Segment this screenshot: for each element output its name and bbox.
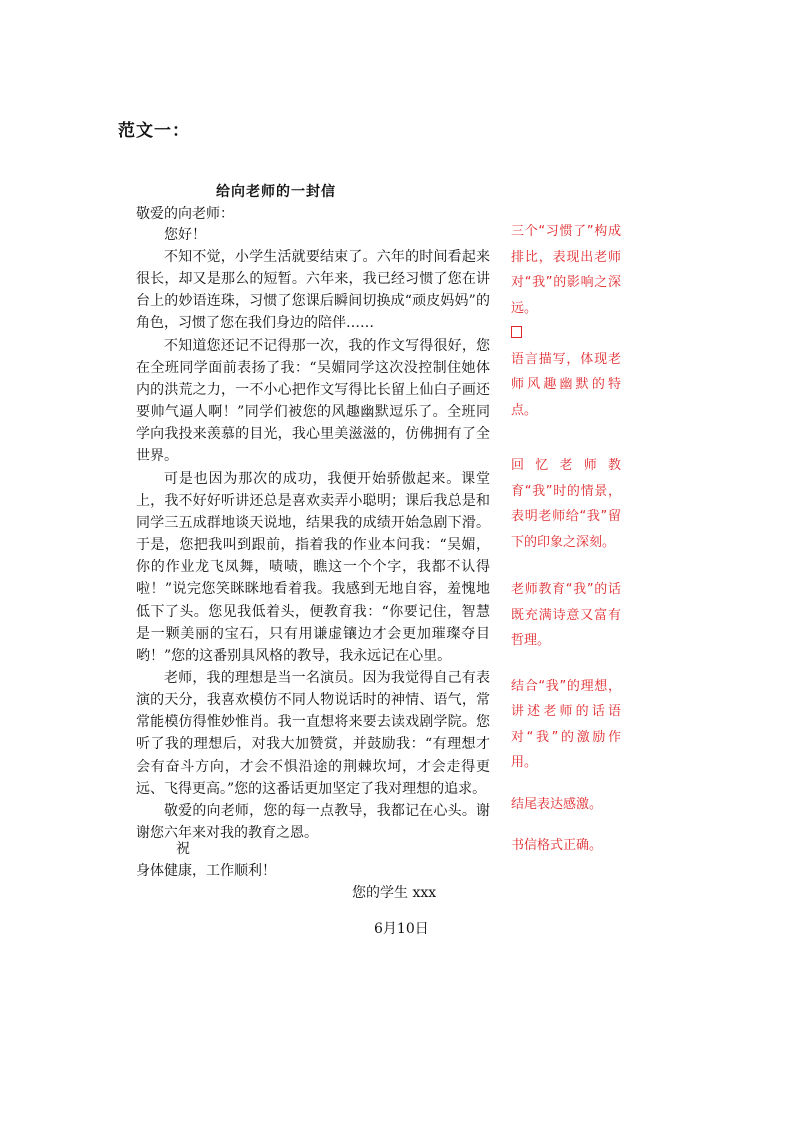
closing-wish: 身体健康，工作顺利！ (136, 863, 276, 879)
letter-body (136, 246, 490, 844)
letter-greeting: 敬爱的向老师： (136, 206, 234, 222)
letter-signature: 您的学生 xxx (352, 885, 437, 901)
annotation-teaching: 老师教育“我”的话既充满诗意又富有哲理。 (511, 582, 621, 648)
annotation-column (511, 219, 621, 859)
annotation-box-marker (511, 321, 621, 347)
annotation-recall: 回忆老师教育“我”时的情景，表明老师给“我”留下的印象之深刻。 (511, 458, 621, 550)
annotation-ideal: 结合“我”的理想，讲述老师的话语对“我”的激励作用。 (511, 678, 621, 770)
letter-paragraph-2: 不知道您还记不记得那一次，我的作文写得很好，您在全班同学面前表扬了我：“吴媚同学这次没控制住她体内的洪荒之力，一不小心把作文写得比长留上仙白子画还要帅气逼人啊！”同学们被您的风趣幽默逗乐了。全班同学向我投来羡慕的目光，我心里美滋滋的，仿佛拥有了全世界。 (136, 337, 490, 465)
annotation-gratitude: 结尾表达感激。 (511, 796, 603, 812)
letter-paragraph-1: 不知不觉，小学生活就要结束了。六年的时间看起来很长，却又是那么的短暂。六年来，我已经习惯了您在讲台上的妙语连珠，习惯了您课后瞬间切换成“顽皮妈妈”的角色，习惯了您在我们身边的陪伴…… (136, 249, 490, 332)
checkbox-square-icon (511, 326, 522, 338)
letter-paragraph-4: 老师，我的理想是当一名演员。因为我觉得自己有表演的天分，我喜欢模仿不同人物说话时的神情、语气，常常能模仿得惟妙惟肖。我一直想将来要去读戏剧学院。您听了我的理想后，对我大加赞赏，并鼓励我：“有理想才会有奋斗方向，才会不惧沿途的荆棘坎坷，才会走得更远、飞得更高。”您的这番话更加坚定了我对理想的追求。 (136, 669, 490, 797)
letter-paragraph-3: 可是也因为那次的成功，我便开始骄傲起来。课堂上，我不好好听讲还总是喜欢卖弄小聪明；课后我总是和同学三五成群地谈天说地，结果我的成绩开始急剧下滑。于是，您把我叫到跟前，指着我的作业本问我：“吴媚，你的作业龙飞凤舞，啧啧，瞧这一个个字，我都不认得啦！”说完您笑眯眯地看着我。我感到无地自容，羞愧地低下了头。您见我低着头，便教育我：“你要记住，智慧是一颗美丽的宝石，只有用谦虚镶边才会更加璀璨夺目哟！”您的这番别具风格的教导，我永远记在心里。 (136, 470, 490, 664)
letter-date: 6月10日 (374, 921, 429, 937)
letter-paragraph-5: 敬爱的向老师，您的每一点教导，我都记在心头。谢谢您六年来对我的教育之恩。 (136, 802, 490, 842)
letter-title: 给向老师的一封信 (216, 184, 336, 200)
closing-zhu: 祝 (176, 841, 190, 857)
annotation-format: 书信格式正确。 (511, 838, 603, 853)
annotation-language: 语言描写，体现老师风趣幽默的特点。 (511, 351, 621, 418)
letter-hello: 您好！ (164, 227, 206, 243)
annotation-parallelism: 三个“习惯了”构成排比，表现出老师对“我”的影响之深远。 (511, 224, 621, 316)
page-heading: 范文一： (118, 121, 190, 141)
